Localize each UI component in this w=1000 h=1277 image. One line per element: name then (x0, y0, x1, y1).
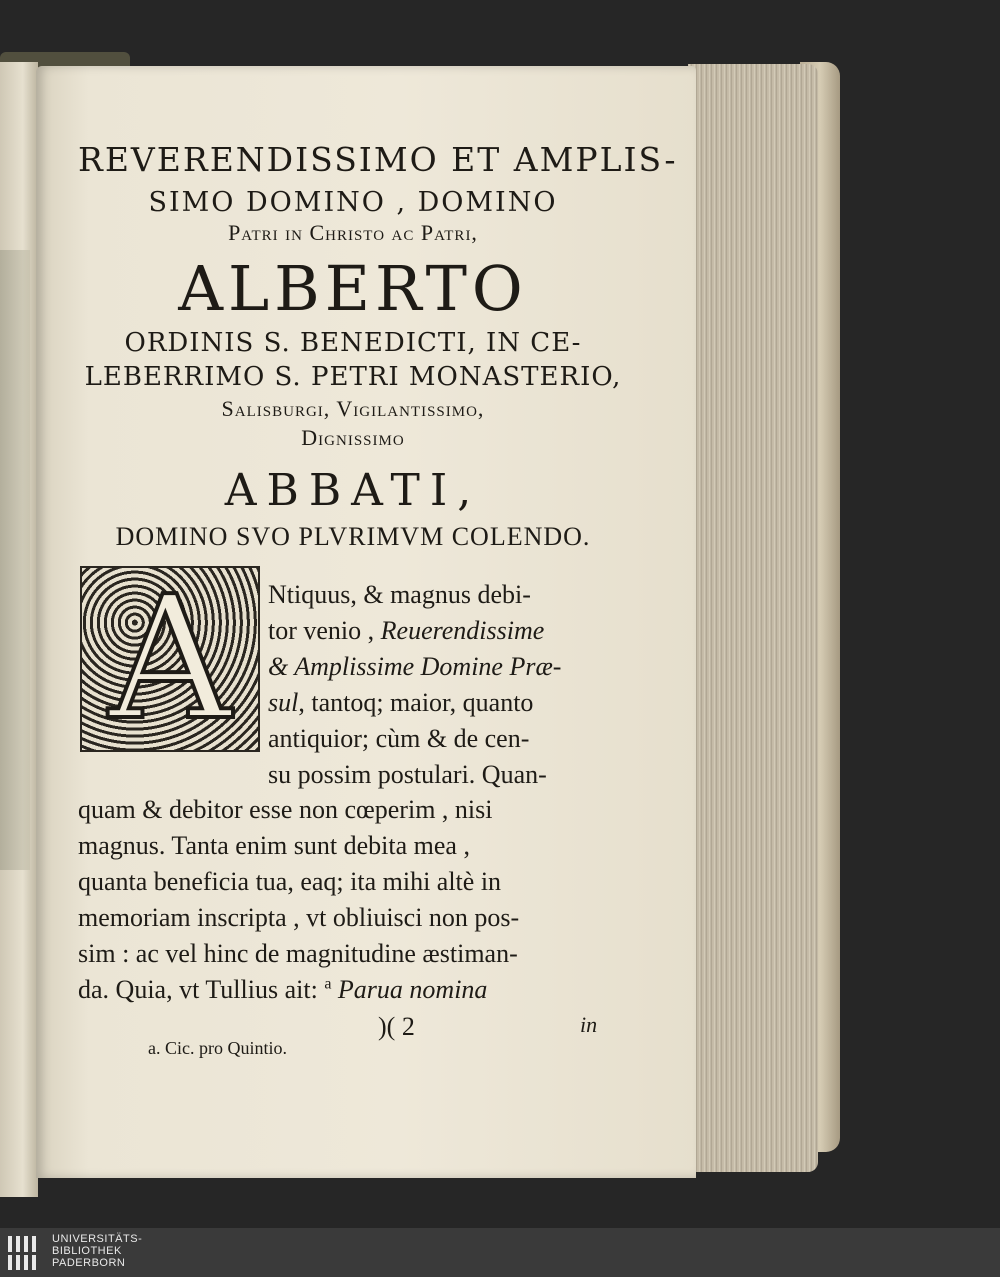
heading-name: ALBERTO (178, 252, 528, 325)
library-name (52, 1233, 142, 1269)
signature-mark: )( 2 (378, 1012, 415, 1041)
body-line-11: sim : ac vel hinc de magnitudine æstiman- (78, 939, 518, 968)
heading-line-2: SIMO DOMINO , DOMINO (148, 187, 558, 218)
body-line-10: memoriam inscripta , vt obliuisci non pos- (78, 903, 520, 932)
decorated-initial (80, 560, 260, 758)
initial-letter: A (108, 560, 232, 758)
body-line-5: antiquior; cùm & de cen- (268, 724, 530, 753)
body-line-3: & Amplissime Domine Præ- (268, 652, 562, 681)
body-line-4-italic: sul (268, 688, 299, 717)
library-logo-icon (6, 1232, 44, 1274)
heading-title: ABBATI, (224, 465, 482, 516)
library-name-line-1: UNIVERSITÄTS- (52, 1233, 143, 1245)
heading-line-1: REVERENDISSIMO ET AMPLIS- (78, 140, 678, 179)
body-line-6: su possim postulari. Quan- (268, 760, 547, 789)
heading-line-6: LEBERRIMO S. PETRI MONASTERIO, (84, 362, 622, 392)
body-line-9: quanta beneficia tua, eaq; ita mihi altè in (78, 867, 502, 896)
body-line-8: magnus. Tanta enim sunt debita mea , (78, 831, 470, 860)
body-line-2 (268, 616, 544, 646)
body-line-12-italic: Parua nomina (331, 975, 488, 1004)
body-line-7: quam & debitor esse non cœperim , nisi (78, 795, 493, 824)
body-line-1: Ntiquus, & magnus debi- (268, 580, 531, 609)
heading-line-7: Salisburgi, Vigilantissimo, (221, 396, 485, 421)
body-line-4 (268, 688, 533, 718)
library-footer (0, 1228, 1000, 1277)
heading-dedication: DOMINO SVO PLVRIMVM COLENDO. (115, 522, 591, 551)
footnote-marker: a (324, 975, 332, 993)
body-line-2-italic: Reuerendissime (380, 616, 545, 645)
body-line-4-text: , tantoq; maior, quanto (298, 688, 534, 717)
heading-line-8: Dignissimo (301, 425, 405, 450)
body-line-12-text: da. Quia, vt Tullius ait: (78, 975, 325, 1004)
library-name-line-2: BIBLIOTHEK (52, 1245, 122, 1257)
page-block-edges (688, 64, 818, 1172)
heading-line-5: ORDINIS S. BENEDICTI, IN CE- (124, 328, 582, 358)
footnote: a. Cic. pro Quintio. (148, 1038, 287, 1058)
body-line-12 (78, 975, 487, 1005)
left-page-shadow (0, 250, 30, 870)
library-name-line-3: PADERBORN (52, 1257, 126, 1269)
heading-line-3: Patri in Christo ac Patri, (228, 220, 478, 245)
catchword: in (580, 1012, 598, 1037)
body-line-2-text: tor venio , (268, 616, 381, 645)
